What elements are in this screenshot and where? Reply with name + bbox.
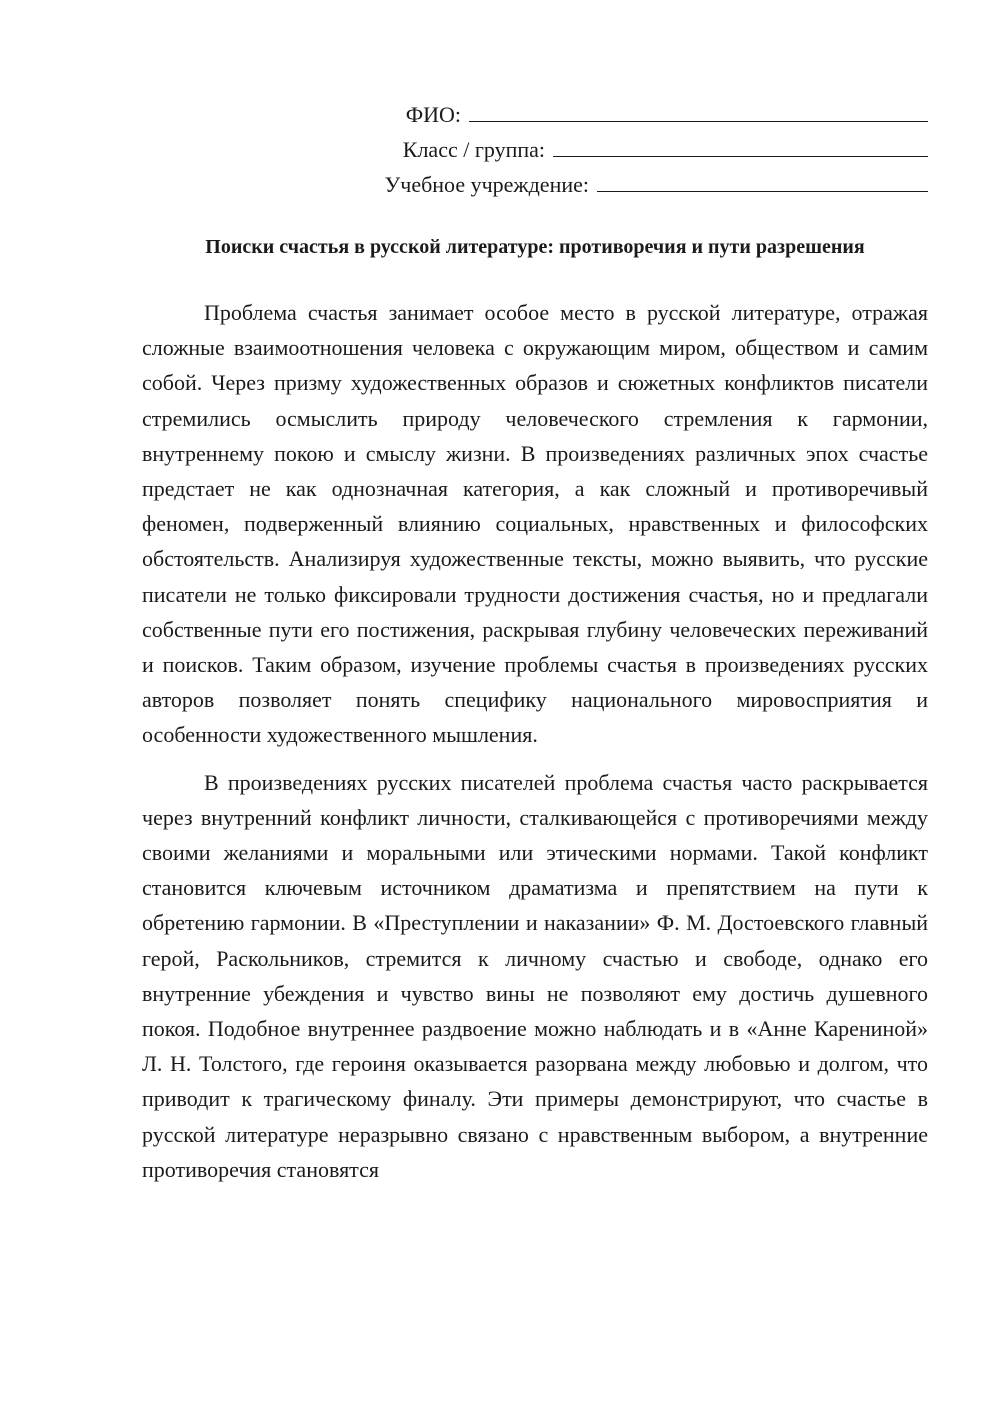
student-info-block bbox=[308, 93, 928, 198]
paragraph: Проблема счастья занимает особое место в русской литературе, отражая сложные взаимоотношения человека с окружающим миром, обществом и самим собой. Через призму художественных образов и сюжетных конфликтов писатели стремились осмыслить природу человеческого стремления к гармонии, внутреннему покою и смыслу жизни. В произведениях различных эпох счастье предстает не как однозначная категория, а как сложный и противоречивый феномен, подверженный влиянию социальных, нравственных и философских обстоятельств. Анализируя художественные тексты, можно выявить, что русские писатели не только фиксировали трудности достижения счастья, но и предлагали собственные пути его постижения, раскрывая глубину человеческих переживаний и поисков. Таким образом, изучение проблемы счастья в произведениях русских авторов позволяет понять специфику национального мировосприятия и особенности художественного мышления. bbox=[142, 300, 928, 748]
class-row bbox=[308, 128, 928, 163]
fio-blank-line[interactable] bbox=[469, 99, 928, 122]
class-blank-line[interactable] bbox=[553, 134, 928, 157]
school-label: Учебное учреждение: bbox=[384, 172, 589, 197]
fio-row bbox=[308, 93, 928, 128]
class-label: Класс / группа: bbox=[402, 137, 545, 162]
fio-label: ФИО: bbox=[405, 102, 461, 127]
document-body bbox=[142, 295, 928, 1199]
school-blank-line[interactable] bbox=[597, 169, 928, 192]
school-row bbox=[308, 163, 928, 198]
paragraph: В произведениях русских писателей проблема счастья часто раскрывается через внутренний конфликт личности, сталкивающейся с противоречиями между своими желаниями и моральными или этическими нормами. Такой конфликт становится ключевым источником драматизма и препятствием на пути к обретению гармонии. В «Преступлении и наказании» Ф. М. Достоевского главный герой, Раскольников, стремится к личному счастью и свободе, однако его внутренние убеждения и чувство вины не позволяют ему достичь душевного покоя. Подобное внутреннее раздвоение можно наблюдать и в «Анне Карениной» Л. Н. Толстого, где героиня оказывается разорвана между любовью и долгом, что приводит к трагическому финалу. Эти примеры демонстрируют, что счастье в русской литературе неразрывно связано с нравственным выбором, а внутренние противоречия становятся bbox=[142, 769, 928, 1182]
document-title: Поиски счастья в русской литературе: противоречия и пути разрешения bbox=[205, 236, 865, 258]
